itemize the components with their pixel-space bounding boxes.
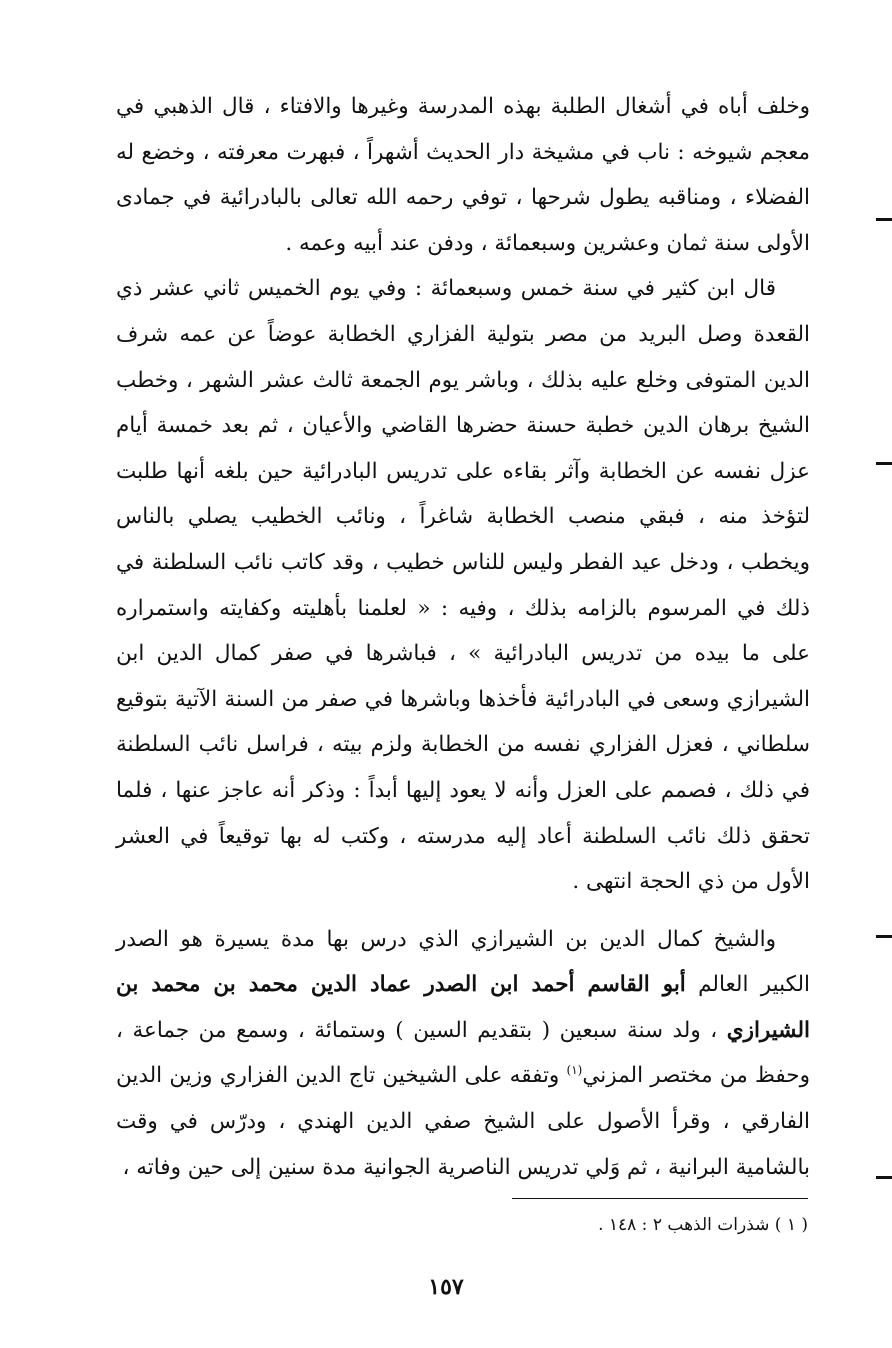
paragraph-3-text-a: والشيخ كمال الدين بن الشيرازي الذي درس بها مدة يسيرة هو الصدر الكبير العالم (116, 926, 810, 998)
paragraph-2 (116, 266, 810, 904)
paragraph-1-text: وخلف أباه في أشغال الطلبة بهذه المدرسة وغيرها والافتاء ، قال الذهبي في معجم شيوخه : ناب في مشيخة دار الحديث أشهراً ، فبهرت معرفته ، وخضع له الفضلاء ، ومناقبه يطول شرحها ، توفي رحمه الله تعالى بالبادرائية في جمادى الأولى سنة ثمان وعشرين وسبعمائة ، ودفن عند أبيه وعمه . (116, 94, 810, 256)
margin-mark (876, 935, 892, 938)
paragraph-3 (116, 917, 810, 1191)
scholar-name: أبو القاسم أحمد ابن الصدر عماد الدين محمد بن محمد بن الشيرازي (116, 972, 810, 1043)
margin-mark (876, 1176, 892, 1179)
page-number: ١٥٧ (428, 1274, 464, 1300)
footnote-divider (512, 1198, 808, 1199)
paragraph-1 (116, 84, 810, 266)
footnote: ( ١ ) شذرات الذهب ٢ : ١٤٨ . (598, 1215, 808, 1235)
body-text (116, 84, 810, 1190)
margin-mark (876, 462, 892, 465)
paragraph-2-text: قال ابن كثير في سنة خمس وسبعمائة : وفي يوم الخميس ثاني عشر ذي القعدة وصل البريد من مصر بتولية الفزاري الخطابة عوضاً عن عمه شرف الدين المتوفى وخلع عليه بذلك ، وباشر يوم الجمعة ثالث عشر الشهر ، وخطب الشيخ برهان الدين خطبة حسنة حضرها القاضي والأعيان ، ثم بعد خمسة أيام عزل نفسه عن الخطابة وآثر بقاءه على تدريس البادرائية حين بلغه أنها طلبت لتؤخذ منه ، فبقي منصب الخطابة شاغراً ، ونائب الخطيب يصلي بالناس ويخطب ، ودخل عيد الفطر وليس للناس خطيب ، وقد كاتب نائب السلطنة في ذلك في المرسوم بالزامه بذلك ، وفيه : « لعلمنا بأهليته وكفايته واستمراره على ما بيده من تدريس البادرائية » ، فباشرها في صفر كمال الدين ابن الشيرازي وسعى في البادرائية فأخذها وباشرها في صفر من السنة الآتية بتوقيع سلطاني ، فعزل الفزاري نفسه من الخطابة ولزم بيته ، فراسل نائب السلطنة في ذلك ، فصمم على العزل وأنه لا يعود إليها أبداً : وذكر أنه عاجز عنها ، فلما تحقق ذلك نائب السلطنة أعاد إليه مدرسته ، وكتب له بها توقيعاً في العشر الأول من ذي الحجة انتهى . (116, 276, 810, 895)
paragraph-3-text-c: وتفقه على الشيخين تاج الدين الفزاري وزين الدين الفارقي ، وقرأ الأصول على الشيخ صفي الدين الهندي ، ودرّس في وقت بالشامية البرانية ، ثم وَلي تدريس الناصرية الجوانية مدة سنين إلى حين وفاته ، (116, 1063, 810, 1180)
paragraph-3-text-b: ، ولد سنة سبعين ( بتقديم السين ) وستمائة ، وسمع من جماعة ، وحفظ من مختصر المزني (116, 1017, 810, 1089)
footnote-reference: (١) (566, 1063, 583, 1078)
margin-mark (876, 218, 892, 221)
